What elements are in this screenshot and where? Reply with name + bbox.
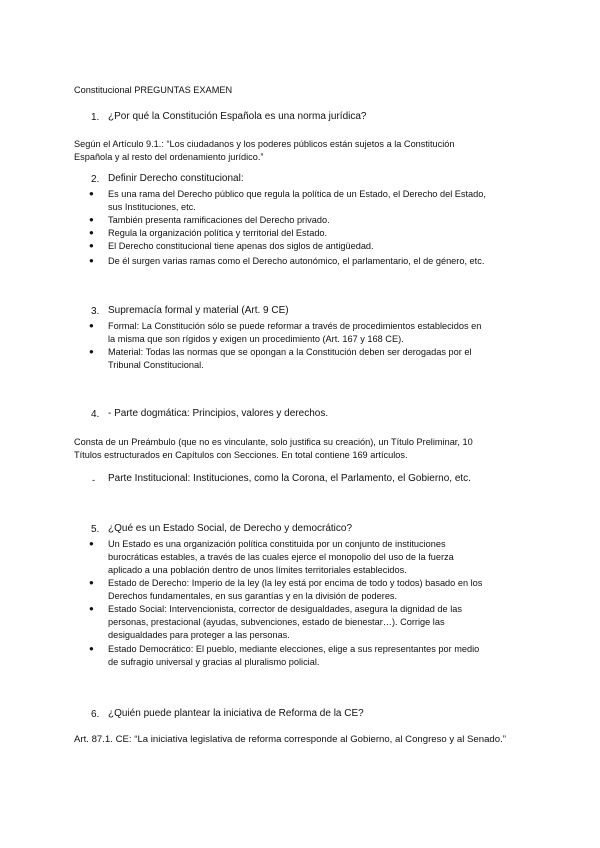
bullet-icon: ● — [89, 189, 94, 198]
bullet-icon: ● — [89, 644, 94, 653]
q2-bullet-1-line-1: Es una rama del Derecho público que regula la política de un Estado, el Derecho del Estado, — [108, 189, 486, 199]
q6-answer: Art. 87.1. CE: “La iniciativa legislativa de reforma corresponde al Gobierno, al Congreso y al Senado.” — [74, 734, 506, 745]
q1-answer-line-2: Española y al resto del ordenamiento jurídico.” — [74, 152, 264, 162]
q2-bullet-2: También presenta ramificaciones del Derecho privado. — [108, 215, 330, 225]
q3-bullet-2-line-2: Tribunal Constitucional. — [108, 360, 204, 370]
q2-title: Definir Derecho constitucional: — [108, 173, 244, 184]
bullet-icon: ● — [89, 604, 94, 613]
bullet-icon: ● — [89, 241, 94, 250]
bullet-icon: ● — [89, 215, 94, 224]
q1-number: 1. — [91, 112, 100, 123]
document-title: Constitucional PREGUNTAS EXAMEN — [74, 85, 233, 95]
q4-answer-line-2: Títulos estructurados en Capítulos con Secciones. En total contiene 169 artículos. — [74, 450, 408, 460]
bullet-icon: ● — [89, 228, 94, 237]
q4-number: 4. — [91, 409, 100, 420]
q4-title: - Parte dogmática: Principios, valores y derechos. — [108, 408, 329, 419]
q5-bullet-4-line-1: Estado Democrático: El pueblo, mediante elecciones, elige a sus representantes por medio — [108, 644, 480, 654]
q2-bullet-5: De él surgen varias ramas como el Derecho autonómico, el parlamentario, el de género, etc. — [108, 256, 485, 266]
q1-title: ¿Por qué la Constitución Española es una norma jurídica? — [108, 111, 367, 122]
q5-bullet-3-line-3: desigualdades para proteger a las personas. — [108, 630, 290, 640]
q2-bullet-4: El Derecho constitucional tiene apenas dos siglos de antigüedad. — [108, 241, 374, 251]
q3-number: 3. — [91, 306, 100, 317]
q3-bullet-1-line-2: la misma que son rígidos y exigen un procedimiento (Art. 167 y 168 CE). — [108, 334, 404, 344]
bullet-icon: ● — [89, 539, 94, 548]
dash-marker: - — [92, 475, 96, 485]
q6-number: 6. — [91, 709, 100, 720]
q3-title: Supremacía formal y material (Art. 9 CE) — [108, 305, 289, 316]
bullet-icon: ● — [89, 347, 94, 356]
q3-bullet-1-line-1: Formal: La Constitución sólo se puede reformar a través de procedimientos establecidos en — [108, 321, 482, 331]
bullet-icon: ● — [89, 321, 94, 330]
q5-bullet-2-line-2: Derechos fundamentales, en sus garantías y en la división de poderes. — [108, 591, 398, 601]
q1-answer-line-1: Según el Artículo 9.1.: “Los ciudadanos y los poderes públicos están sujetos a la Constitución — [74, 139, 455, 149]
q4-sub-item: Parte Institucional: Instituciones, como la Corona, el Parlamento, el Gobierno, etc. — [108, 473, 471, 484]
q5-bullet-4-line-2: de sufragio universal y gracias al pluralismo policial. — [108, 657, 320, 667]
q2-bullet-3: Regula la organización política y territorial del Estado. — [108, 228, 328, 238]
q4-answer-line-1: Consta de un Preámbulo (que no es vinculante, solo justifica su creación), un Título Preliminar, 10 — [74, 437, 473, 447]
q2-number: 2. — [91, 174, 100, 185]
q6-title: ¿Quién puede plantear la iniciativa de Reforma de la CE? — [108, 708, 364, 719]
q5-title: ¿Qué es un Estado Social, de Derecho y democrático? — [108, 523, 353, 534]
q5-bullet-1-line-2: burocráticas estables, a través de las cuales ejerce el monopolio del uso de la fuerza — [108, 552, 454, 562]
q5-bullet-1-line-3: aplicado a una población dentro de unos límites territoriales establecidos. — [108, 565, 407, 575]
q3-bullet-2-line-1: Material: Todas las normas que se opongan a la Constitución deben ser derogadas por el — [108, 347, 472, 357]
q5-bullet-3-line-1: Estado Social: Intervencionista, corrector de desigualdades, asegura la dignidad de las — [108, 604, 462, 614]
bullet-icon: ● — [89, 256, 94, 265]
q5-bullet-3-line-2: personas, prestacional (ayudas, subvenciones, estado de bienestar…). Corrige las — [108, 617, 445, 627]
q2-bullet-1-line-2: sus Instituciones, etc. — [108, 202, 196, 212]
bullet-icon: ● — [89, 578, 94, 587]
q5-bullet-2-line-1: Estado de Derecho: Imperio de la ley (la ley está por encima de todo y todos) basado en los — [108, 578, 483, 588]
q5-number: 5. — [91, 524, 100, 535]
q5-bullet-1-line-1: Un Estado es una organización política constituida por un conjunto de instituciones — [108, 539, 446, 549]
